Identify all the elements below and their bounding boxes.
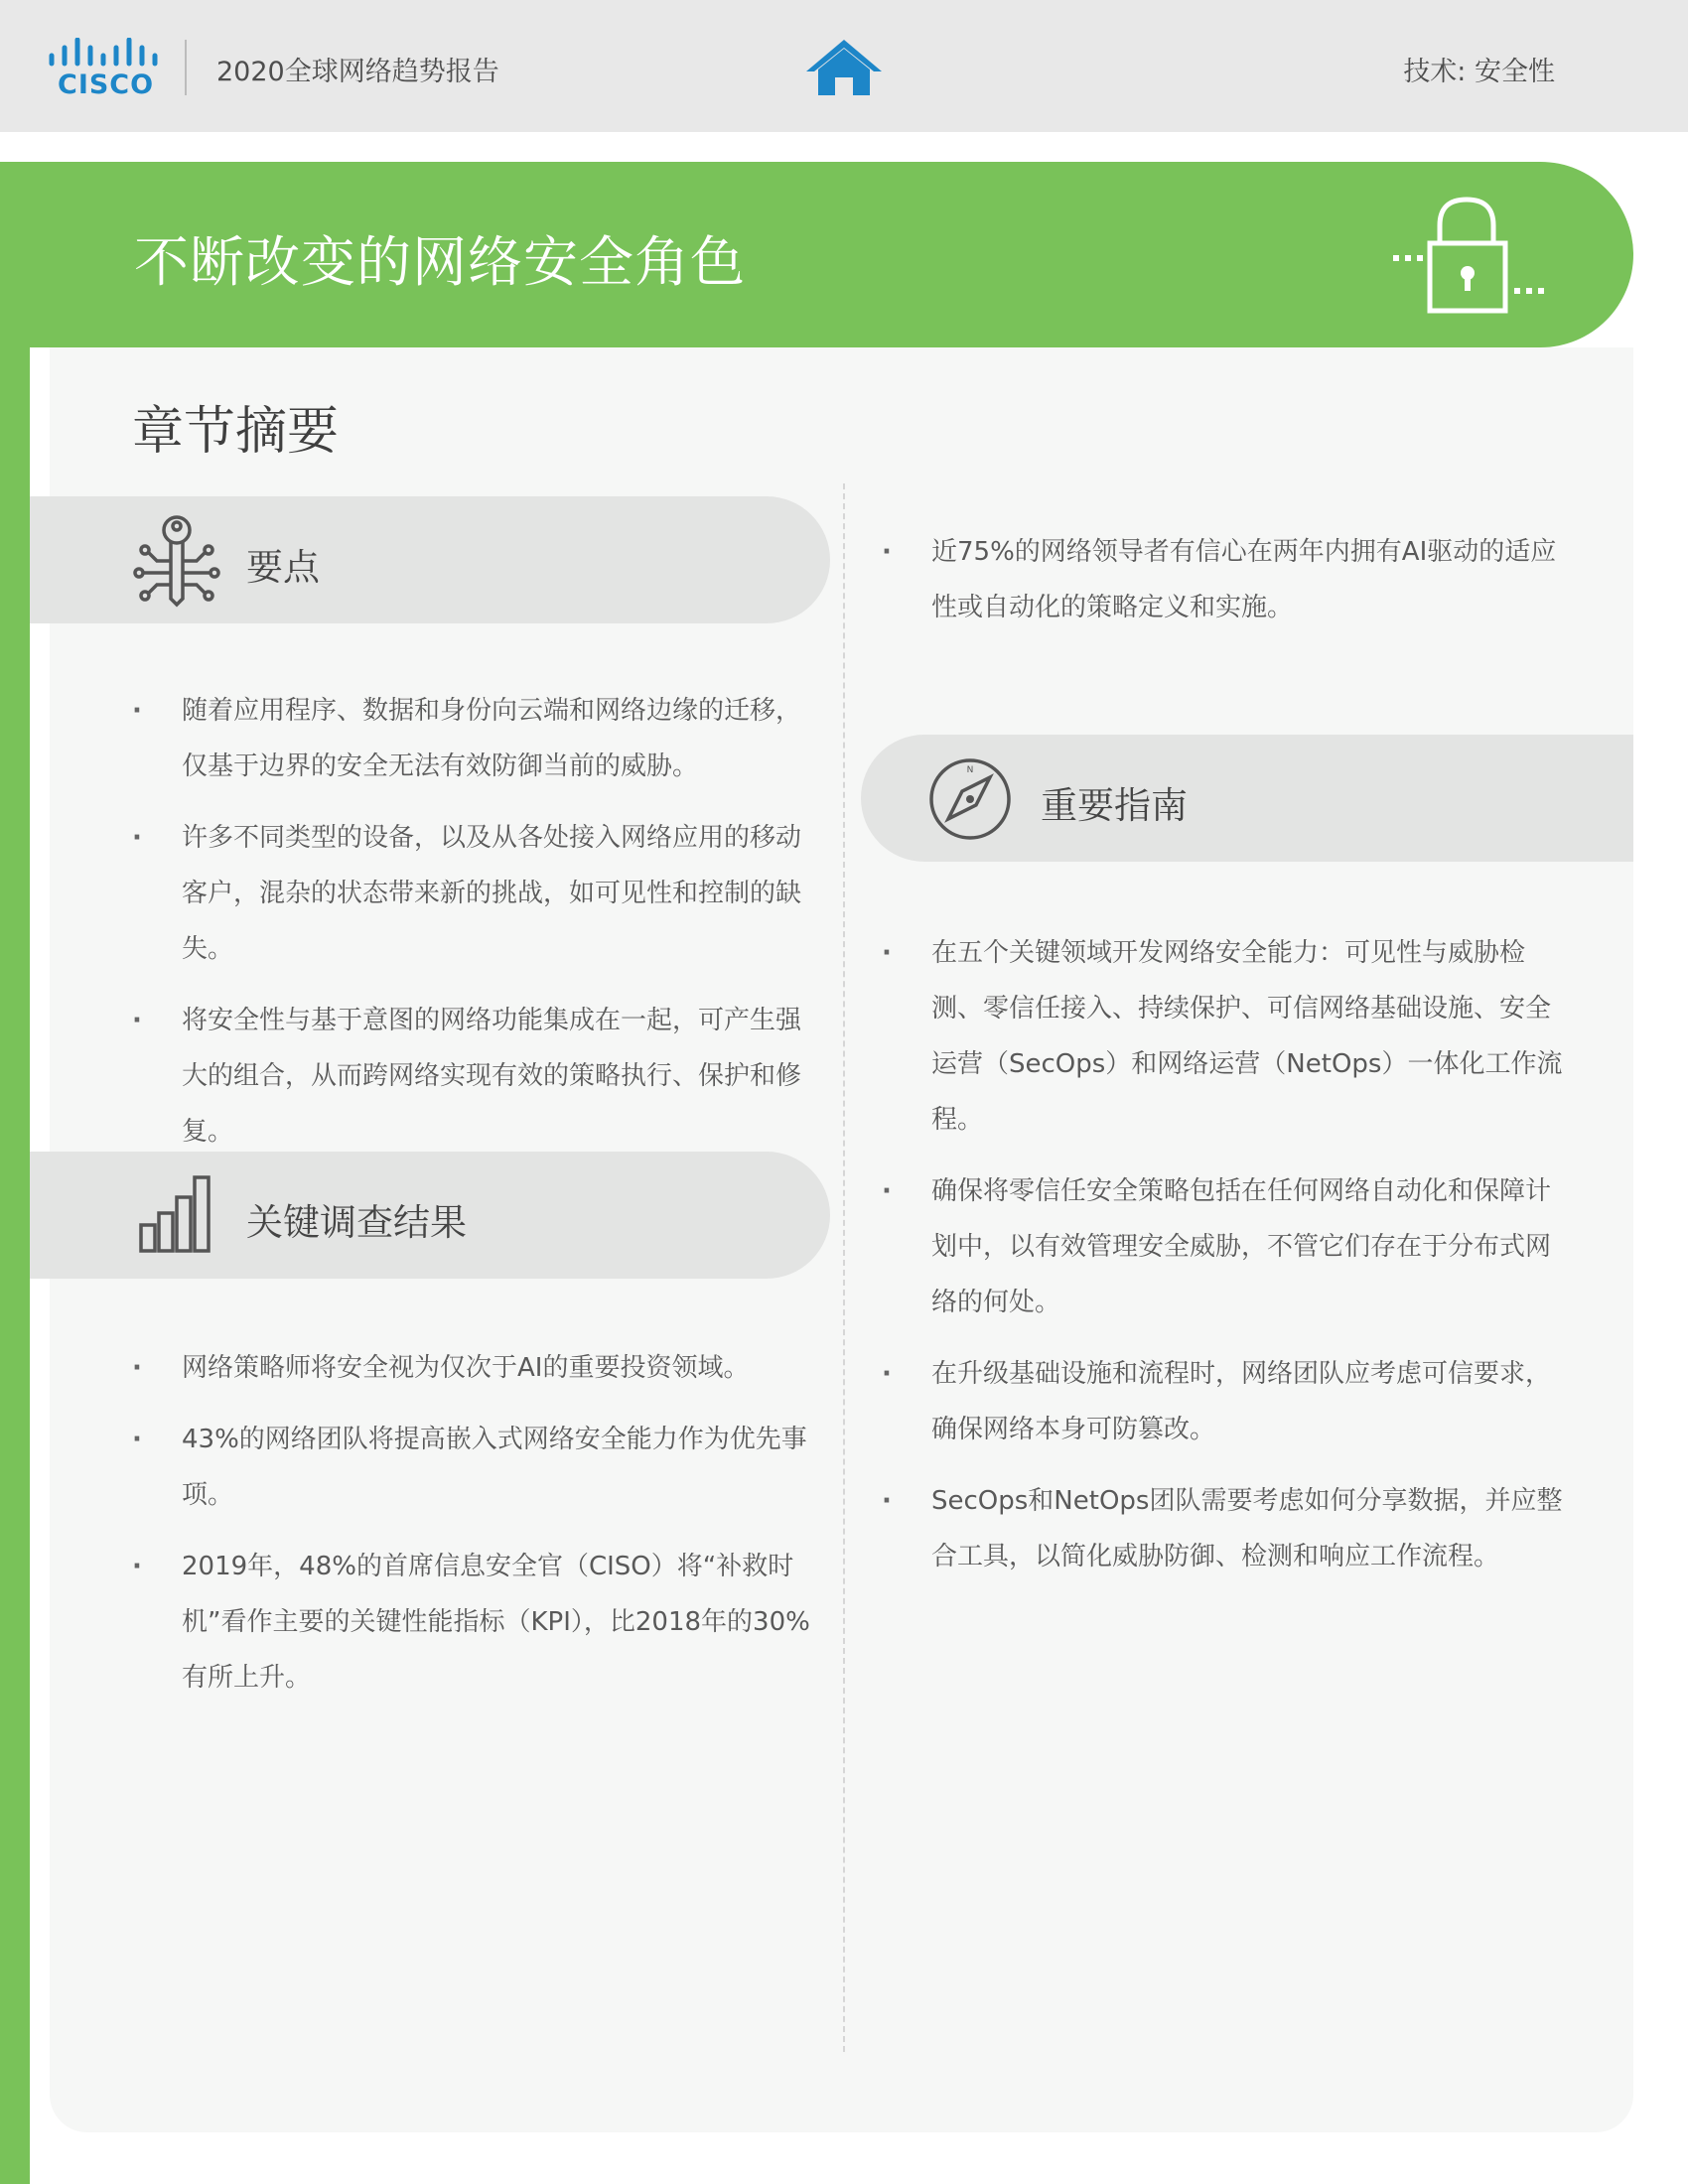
top-finding-list xyxy=(931,524,1567,651)
list-item: · 网络策略师将安全视为仅次于AI的重要投资领域。 xyxy=(182,1340,817,1396)
list-item: · 近75%的网络领导者有信心在两年内拥有AI驱动的适应性或自动化的策略定义和实施。 xyxy=(931,524,1567,635)
key-circuit-icon xyxy=(131,513,222,613)
list-item: · 确保将零信任安全策略包括在任何网络自动化和保障计划中，以有效管理安全威胁，不管它们存在于分布式网络的何处。 xyxy=(931,1163,1567,1330)
cisco-logo[interactable] xyxy=(48,38,159,100)
svg-text:N: N xyxy=(966,765,974,775)
home-icon[interactable] xyxy=(803,36,885,97)
header-divider xyxy=(185,40,187,95)
guidance-list xyxy=(931,925,1567,1600)
column-divider xyxy=(843,483,845,2052)
report-title: 2020全球网络趋势报告 xyxy=(216,57,499,87)
list-item: · 2019年，48%的首席信息安全官（CISO）将“补救时机”看作主要的关键性能指标（KPI），比2018年的30%有所上升。 xyxy=(182,1539,817,1706)
left-accent-stripe xyxy=(0,162,30,2184)
section-label: 技术: 安全性 xyxy=(1403,57,1555,87)
guidance-label: 重要指南 xyxy=(1041,784,1188,827)
top-header-bar xyxy=(0,0,1688,132)
list-item: · 43%的网络团队将提高嵌入式网络安全能力作为优先事项。 xyxy=(182,1412,817,1523)
summary-title: 章节摘要 xyxy=(132,402,340,462)
chapter-title: 不断改变的网络安全角色 xyxy=(134,230,747,294)
findings-label: 关键调查结果 xyxy=(246,1201,467,1244)
list-item: · 随着应用程序、数据和身份向云端和网络边缘的迁移，仅基于边界的安全无法有效防御当前的威胁。 xyxy=(182,683,817,794)
findings-list xyxy=(182,1340,817,1721)
key-points-list xyxy=(182,683,817,1175)
bar-chart-icon xyxy=(137,1173,218,1257)
list-item: · 在升级基础设施和流程时，网络团队应考虑可信要求，确保网络本身可防篡改。 xyxy=(931,1346,1567,1457)
compass-icon xyxy=(928,757,1012,845)
list-item: · 许多不同类型的设备，以及从各处接入网络应用的移动客户，混杂的状态带来新的挑战，如可见性和控制的缺失。 xyxy=(182,810,817,977)
cisco-bars-icon xyxy=(48,38,159,71)
key-points-label: 要点 xyxy=(246,546,320,589)
list-item: · 将安全性与基于意图的网络功能集成在一起，可产生强大的组合，从而跨网络实现有效的策略执行、保护和修复。 xyxy=(182,993,817,1160)
lock-icon xyxy=(1385,194,1559,318)
logo-wordmark: CISCO xyxy=(58,69,155,100)
list-item: · SecOps和NetOps团队需要考虑如何分享数据，并应整合工具，以简化威胁防御、检测和响应工作流程。 xyxy=(931,1473,1567,1584)
list-item: · 在五个关键领域开发网络安全能力：可见性与威胁检测、零信任接入、持续保护、可信网络基础设施、安全运营（SecOps）和网络运营（NetOps）一体化工作流程。 xyxy=(931,925,1567,1148)
